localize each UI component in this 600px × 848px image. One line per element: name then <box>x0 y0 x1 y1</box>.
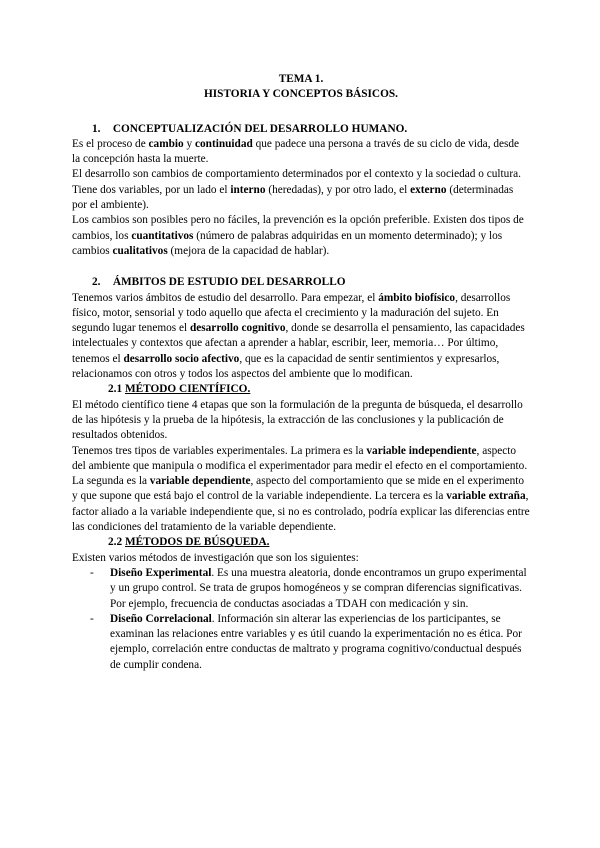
section-1-paragraph-3 <box>72 213 530 259</box>
title-line-2: HISTORIA Y CONCEPTOS BÁSICOS. <box>204 88 398 101</box>
section-2-2-heading <box>72 535 530 550</box>
list-dash: - <box>90 566 94 579</box>
research-methods-list <box>72 566 530 673</box>
document-title <box>72 72 530 103</box>
bold-term: ámbito biofísico <box>378 291 456 304</box>
section-1-paragraph-1 <box>72 137 530 168</box>
section-2-1-number: 2.1 <box>108 383 123 396</box>
text-run: Tenemos tres tipos de variables experimentales. La primera es la <box>72 444 367 457</box>
section-2-2-intro: Existen varios métodos de investigación que son los siguientes: <box>72 551 359 564</box>
list-item <box>72 612 530 673</box>
list-item-term: Diseño Experimental <box>110 566 212 579</box>
title-line-1: TEMA 1. <box>278 73 324 85</box>
bold-term: desarrollo socio afectivo <box>123 352 240 365</box>
section-1-number: 1. <box>92 122 101 135</box>
section-2-1-title: MÉTODO CIENTÍFICO. <box>124 383 251 396</box>
section-1-heading <box>72 122 530 137</box>
list-item <box>72 566 530 612</box>
bold-term: variable dependiente <box>149 475 251 488</box>
bold-term: variable independiente <box>366 444 477 457</box>
bold-term: interno <box>230 183 266 196</box>
text-run: (heredadas), y por otro lado, el <box>265 183 411 196</box>
section-1-paragraph-2 <box>72 167 530 213</box>
bold-term: externo <box>410 183 447 196</box>
bold-term: desarrollo cognitivo <box>189 322 286 335</box>
bold-term: continuidad <box>195 137 253 150</box>
text-run: , factor aliado a la variable independiente que, si no es controlado, podría explicar las diferencias entre las condiciones del tratamiento de la variable dependiente. <box>72 490 530 534</box>
list-dash: - <box>90 612 94 625</box>
text-run: Tenemos varios ámbitos de estudio del desarrollo. Para empezar, el <box>72 291 379 304</box>
section-2-number: 2. <box>92 276 101 289</box>
section-2-2-title: MÉTODOS DE BÚSQUEDA. <box>124 536 270 549</box>
list-item-text: . Información sin alterar las experiencias de los participantes, se examinan las relaciones entre variables y es útil cuando la experimentación no es ética. Por ejemplo, correlación entre conductas de maltrato y programa cognitivo/conductual después de cumplir condena. <box>110 612 522 671</box>
list-item-term: Diseño Correlacional <box>110 612 212 625</box>
text-run: El desarrollo son cambios de comportamiento determinados por el contexto y la sociedad o cultura. Tiene dos variables, por un lado el <box>72 168 521 196</box>
text-run: Es el proceso de <box>72 137 149 150</box>
text-run: (mejora de la capacidad de hablar). <box>167 244 330 257</box>
text-run: , que es la capacidad de sentir sentimientos y expresarlos, relacionamos con otros y todos los aspectos del ambiente que lo modifican. <box>72 352 500 381</box>
section-2-1-paragraph-2 <box>72 444 530 536</box>
list-item-text: . Es una muestra aleatoria, donde encontramos un grupo experimental y un grupo control. Se trata de grupos homogéneos y se compran diferencias significativas. Por ejemplo, frecuencia de conductas asociadas a TDAH con medicación y sin. <box>110 566 527 610</box>
section-1-title: CONCEPTUALIZACIÓN DEL DESARROLLO HUMANO. <box>112 122 408 135</box>
text-run: , aspecto del ambiente que manipula o modifica el experimentador para medir el efecto en el comportamiento. La segunda es la <box>72 444 528 488</box>
text-run: , aspecto del comportamiento que se mide en el experimento y que supone que está bajo el control de la variable independiente. La tercera es la <box>72 475 525 503</box>
text-run: Los cambios son posibles pero no fáciles, la prevención es la opción preferible. Existen dos tipos de cambios, los <box>72 214 524 242</box>
text-run: (número de palabras adquiridas en un momento determinado); y los cambios <box>72 229 503 257</box>
text-run: (determinadas por el ambiente). <box>72 183 514 212</box>
bold-term: cualitativos <box>112 244 168 257</box>
document-page <box>72 72 530 673</box>
section-2-title: ÁMBITOS DE ESTUDIO DEL DESARROLLO <box>112 276 346 289</box>
section-2-2-number: 2.2 <box>108 536 123 549</box>
section-2-1-heading <box>72 382 530 397</box>
text-run: , donde se desarrolla el pensamiento, las capacidades intelectuales y contextos que afectan a aprender a hablar, escribir, leer, memoria… Por último, tenemos el <box>72 322 525 365</box>
bold-term: cambio <box>148 137 184 150</box>
section-2-heading <box>72 275 530 290</box>
text-run: y <box>183 137 195 150</box>
bold-term: cuantitativos <box>131 229 194 242</box>
bold-term: variable extraña <box>446 490 526 503</box>
text-run: , desarrollos físico, motor, sensorial y todo aquello que afecta el crecimiento y la maduración del sujeto. En segundo lugar tenemos el <box>72 291 511 335</box>
section-2-paragraph-1 <box>72 291 530 383</box>
section-2-1-paragraph-1: El método científico tiene 4 etapas que son la formulación de la pregunta de búsqueda, el desarrollo de las hipótesis y la prueba de la hipótesis, la extracción de las conclusiones y la publicación de resultados obtenidos. <box>72 398 523 442</box>
text-run: que padece una persona a través de su ciclo de vida, desde la concepción hasta la muerte. <box>72 137 520 166</box>
